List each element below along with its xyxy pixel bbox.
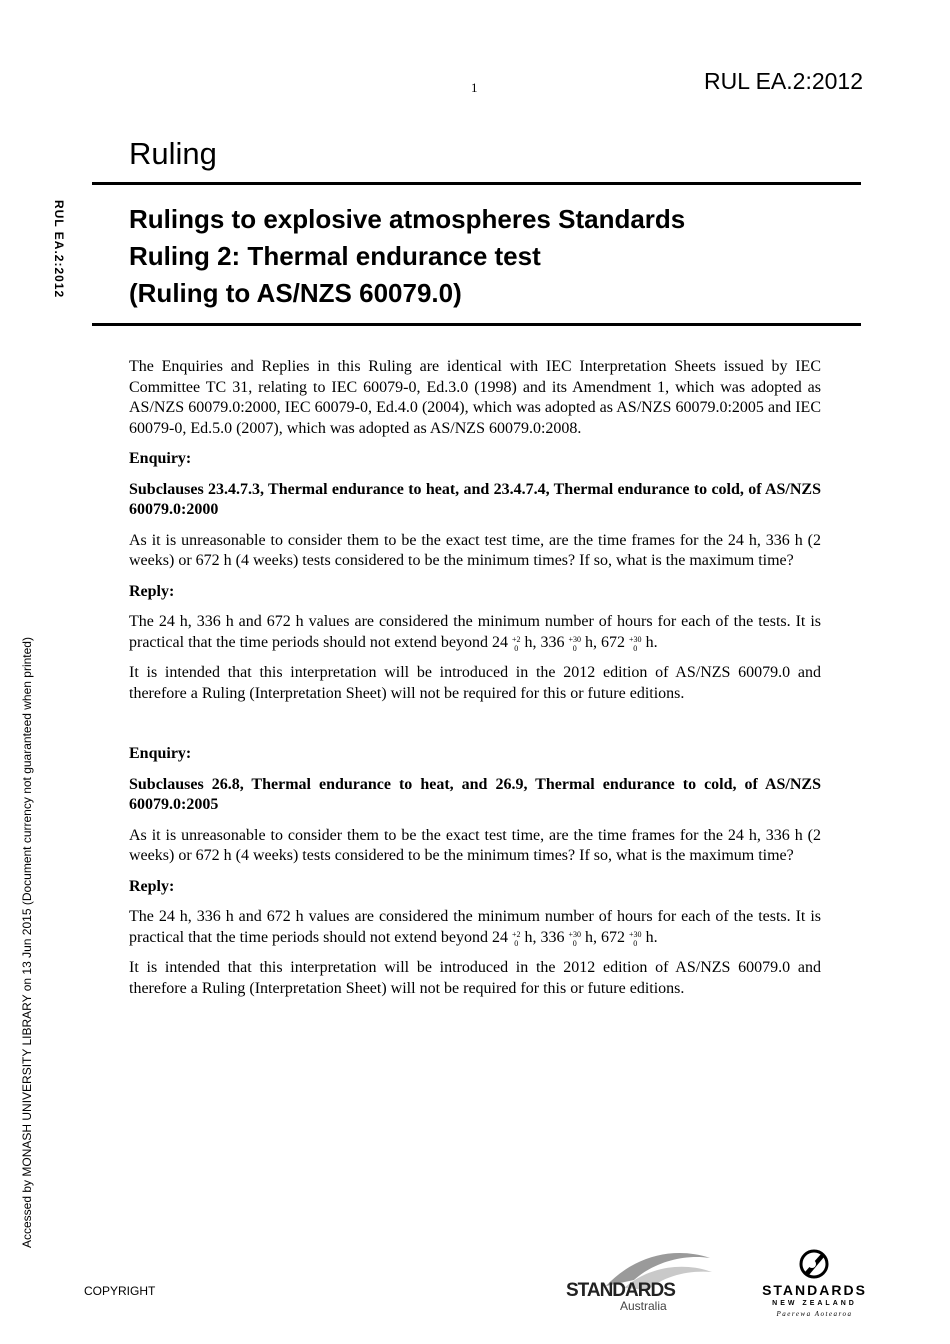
copyright-label: COPYRIGHT: [84, 1284, 156, 1298]
logo-nz-country: NEW ZEALAND: [772, 1300, 857, 1307]
reply-paragraph: [129, 612, 821, 653]
section-label: Ruling: [129, 136, 217, 171]
reply-text-c: h, 672: [585, 928, 626, 946]
reply-paragraph: [129, 907, 821, 948]
tolerance-336h: [569, 635, 582, 653]
tolerance-upper: +30: [568, 929, 582, 939]
ruling-body: [129, 357, 821, 1009]
tolerance-lower: 0: [514, 643, 519, 653]
enquiry-subclauses: Subclauses 26.8, Thermal endurance to heat, and 26.9, Thermal endurance to cold, of AS/NZS 60079.0:2005: [129, 775, 821, 813]
standards-new-zealand-logo: [752, 1248, 877, 1320]
tolerance-upper: +30: [568, 634, 582, 644]
title-line-2: Ruling 2: Thermal endurance test: [129, 241, 541, 271]
tolerance-upper: +30: [629, 929, 642, 939]
tolerance-upper: +2: [512, 929, 521, 939]
top-divider: [92, 182, 861, 185]
tolerance-upper: +2: [512, 634, 521, 644]
enquiry-label: Enquiry:: [129, 745, 192, 762]
tolerance-336h: [569, 930, 582, 948]
tolerance-672h: [629, 635, 642, 653]
page-number: 1: [471, 80, 478, 95]
tolerance-24h: [512, 635, 521, 653]
tolerance-lower: 0: [572, 938, 577, 948]
logo-nz-maori: Paerewa Aotearoa: [776, 1310, 853, 1318]
section-spacer: [129, 714, 821, 744]
interpretation-note: It is intended that this interpretation will be introduced in the 2012 edition of AS/NZS 60079.0 and therefore a Ruling (Interpretation Sheet) will not be required for this or future editions.: [129, 959, 821, 997]
tolerance-672h: [629, 930, 642, 948]
title-line-1: Rulings to explosive atmospheres Standards: [129, 204, 686, 234]
tolerance-lower: 0: [572, 643, 577, 653]
tolerance-lower: 0: [633, 643, 638, 653]
enquiry-label: Enquiry:: [129, 450, 192, 467]
title-line-3: (Ruling to AS/NZS 60079.0): [129, 278, 462, 308]
reply-label: Reply:: [129, 582, 175, 600]
reply-text-b: h, 336: [524, 928, 565, 946]
logo-au-sub: Australia: [620, 1299, 667, 1313]
enquiry-subclauses: Subclauses 23.4.7.3, Thermal endurance to heat, and 23.4.7.4, Thermal endurance to cold, of AS/NZS 60079.0:2000: [129, 480, 821, 518]
reply-text-a: The 24 h, 336 h and 672 h values are considered the minimum number of hours for each of the tests. It is practical that the time periods should not extend beyond 24: [129, 908, 821, 946]
tolerance-24h: [512, 930, 521, 948]
enquiry-question: As it is unreasonable to consider them to be the exact test time, are the time frames for the 24 h, 336 h (2 weeks) or 672 h (4 weeks) tests considered to be the minimum times? If so, what is the maximum time?: [129, 826, 821, 864]
reply-text-d: h.: [645, 633, 658, 651]
logo-au-name: STANDARDS: [566, 1280, 675, 1301]
reply-label: Reply:: [129, 877, 175, 895]
access-watermark: Accessed by MONASH UNIVERSITY LIBRARY on 13 Jun 2015 (Document currency not guaranteed when printed): [20, 637, 34, 1248]
document-title: [129, 201, 685, 312]
reply-text-d: h.: [645, 928, 658, 946]
tolerance-upper: +30: [629, 634, 642, 644]
title-divider: [92, 323, 861, 326]
tolerance-lower: 0: [633, 938, 638, 948]
reply-text-a: The 24 h, 336 h and 672 h values are considered the minimum number of hours for each of the tests. It is practical that the time periods should not extend beyond 24: [129, 613, 821, 651]
intro-paragraph: The Enquiries and Replies in this Ruling are identical with IEC Interpretation Sheets issued by IEC Committee TC 31, relating to IEC 60079-0, Ed.3.0 (1998) and its Amendment 1, which was adopted as AS/NZS 60079.0:2000, IEC 60079-0, Ed.4.0 (2004), which was adopted as AS/NZS 60079.0:2005 and IEC 60079-0, Ed.5.0 (2007), which was adopted as AS/NZS 60079.0:2008.: [129, 358, 821, 437]
document-code: RUL EA.2:2012: [704, 68, 863, 94]
nz-emblem-icon: [797, 1248, 831, 1280]
enquiry-question: As it is unreasonable to consider them to be the exact test time, are the time frames for the 24 h, 336 h (2 weeks) or 672 h (4 weeks) tests considered to be the minimum times? If so, what is the maximum time?: [129, 531, 821, 569]
reply-text-c: h, 672: [585, 633, 626, 651]
logo-nz-name: STANDARDS: [762, 1282, 867, 1298]
interpretation-note: It is intended that this interpretation will be introduced in the 2012 edition of AS/NZS 60079.0 and therefore a Ruling (Interpretation Sheet) will not be required for this or future editions.: [129, 664, 821, 702]
reply-text-b: h, 336: [524, 633, 565, 651]
tolerance-lower: 0: [514, 938, 519, 948]
standards-australia-logo: [566, 1248, 716, 1314]
side-document-code: RUL EA.2:2012: [52, 200, 66, 299]
